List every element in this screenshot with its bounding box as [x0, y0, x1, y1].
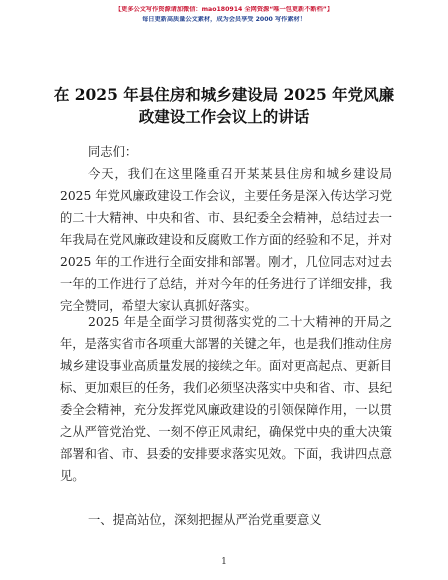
paragraph-2-line: 年，是落实省市各项重大部署的关键之年，也是我们推动住房	[60, 337, 392, 351]
promo-banner-line2: 每日更新高质量公文素材，成为会员享受 2000 写作素材！	[142, 16, 306, 23]
paragraph-2-line: 委全会精神，充分发挥党风廉政建设的引领保障作用，一以贯	[60, 403, 392, 417]
paragraph-1-line: 一年的工作进行了总结，并对今年的任务进行了详细安排，我	[60, 277, 392, 291]
section-heading-1: 一、提高站位，深刻把握从严治党重要意义	[88, 513, 322, 527]
page-number: 1	[221, 557, 227, 567]
paragraph-2-line: 标、更加艰巨的任务，我们必须坚决落实中央和省、市、县纪	[60, 381, 392, 395]
paragraph-2-line: 部署和省、市、县委的安排要求落实见效。下面，我讲四点意	[60, 447, 392, 461]
paragraph-2-line: 2025 年是全面学习贯彻落实党的二十大精神的开局之	[88, 315, 392, 329]
document-title-line2: 政建设工作会议上的讲话	[138, 107, 310, 126]
paragraph-1-line: 2025 年党风廉政建设工作会议，主要任务是深入传达学习党	[60, 189, 392, 203]
paragraph-1-line: 2025 年的工作进行全面安排和部署。刚才，几位同志对过去	[60, 255, 392, 269]
paragraph-1-line: 今天，我们在这里隆重召开某某县住房和城乡建设局	[88, 167, 392, 181]
paragraph-2-line: 见。	[60, 469, 85, 483]
paragraph-2-line: 之从严管党治党、一刻不停正风肃纪，确保党中央的重大决策	[60, 425, 392, 439]
promo-banner-line1: 【更多公文写作资源请加微信：mao180914 全网资源“唯一包更新不断档”】	[114, 6, 334, 13]
salutation: 同志们：	[88, 145, 138, 159]
paragraph-1-line: 完全赞同，希望大家认真抓好落实。	[60, 299, 257, 313]
paragraph-2-line: 城乡建设事业高质量发展的接续之年。面对更高起点、更新目	[60, 359, 392, 373]
document-title-line1: 在 2025 年县住房和城乡建设局 2025 年党风廉	[53, 85, 395, 104]
paragraph-1-line: 年我局在党风廉政建设和反腐败工作方面的经验和不足，并对	[60, 233, 392, 247]
paragraph-1	[60, 163, 392, 317]
paragraph-2	[60, 311, 392, 487]
paragraph-1-line: 的二十大精神、中央和省、市、县纪委全会精神，总结过去一	[60, 211, 392, 225]
